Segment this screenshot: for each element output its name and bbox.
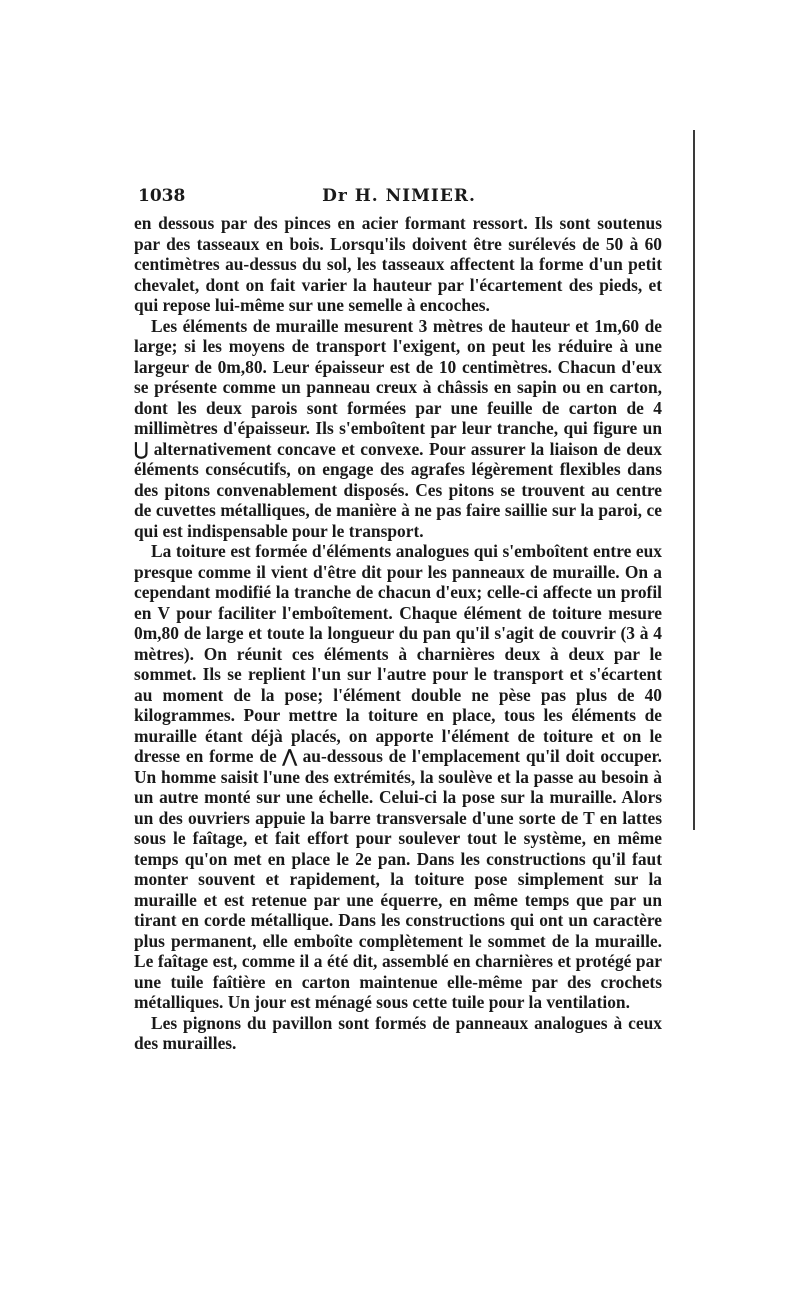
paragraph: La toiture est formée d'éléments analogues qui s'emboîtent entre eux presque comme il vient d'être dit pour les panneaux de muraille. On a cependant modifié la tranche de chacun d'eux; celle-ci affecte un profil en V pour faciliter l'emboîtement. Chaque élément de toiture mesure 0m,80 de large et toute la longueur du pan qu'il s'agit de couvrir (3 à 4 mètres). On réunit ces éléments à charnières deux à deux par le sommet. Ils se replient l'un sur l'autre pour le transport et s'écartent au moment de la pose; l'élément double ne pèse pas plus de 40 kilogrammes. Pour mettre la toiture en place, tous les éléments de muraille étant déjà placés, on apporte l'élément de toiture et on le dresse en forme de ⋀ au-dessous de l'emplacement qu'il doit occuper. Un homme saisit l'une des extrémités, la soulève et la passe au besoin à un autre monté sur une échelle. Celui-ci la pose sur la muraille. Alors un des ouvriers appuie la barre transversale d'une sorte de T en lattes sous le faîtage, et fait effort pour soulever tout le système, en même temps qu'on met en place le 2e pan. Dans les constructions qu'il faut monter souvent et rapidement, la toiture pose simplement sur la muraille et est retenue par une équerre, en même temps que par un tirant en corde métallique. Dans les constructions qui ont un caractère plus permanent, elle emboîte complètement le sommet de la muraille. Le faîtage est, comme il a été dit, assemblé en charnières et protégé par une tuile faîtière en carton maintenue elle-même par des crochets métalliques. Un jour est ménagé sous cette tuile pour la ventilation. <box>134 541 662 1012</box>
body-text <box>134 213 662 1054</box>
running-head: Dr H. NIMIER. <box>322 186 476 206</box>
paragraph: en dessous par des pinces en acier formant ressort. Ils sont soutenus par des tasseaux en bois. Lorsqu'ils doivent être surélevés de 50 à 60 centimètres au-dessus du sol, les tasseaux affectent la forme d'un petit chevalet, dont on fait varier la hauteur par l'écartement des pieds, et qui repose lui-même sur une semelle à encoches. <box>134 213 662 315</box>
page-header <box>138 186 660 210</box>
paragraph: Les pignons du pavillon sont formés de panneaux analogues à ceux des murailles. <box>134 1012 662 1053</box>
paragraph: Les éléments de muraille mesurent 3 mètres de hauteur et 1m,60 de large; si les moyens de transport l'exigent, on peut les réduire à une largeur de 0m,80. Leur épaisseur est de 10 centimètres. Chacun d'eux se présente comme un panneau creux à châssis en sapin ou en carton, dont les deux parois sont formées par une feuille de carton de 4 millimètres d'épaisseur. Ils s'emboîtent par leur tranche, qui figure un ⋃ alternativement concave et convexe. Pour assurer la liaison de deux éléments consécutifs, on engage des agrafes légèrement flexibles dans des pitons convenablement disposés. Ces pitons se trouvent au centre de cuvettes métalliques, de manière à ne pas faire saillie sur la paroi, ce qui est indispensable pour le transport. <box>134 315 662 541</box>
page-edge-line <box>693 130 695 830</box>
page-number: 1038 <box>138 186 186 206</box>
